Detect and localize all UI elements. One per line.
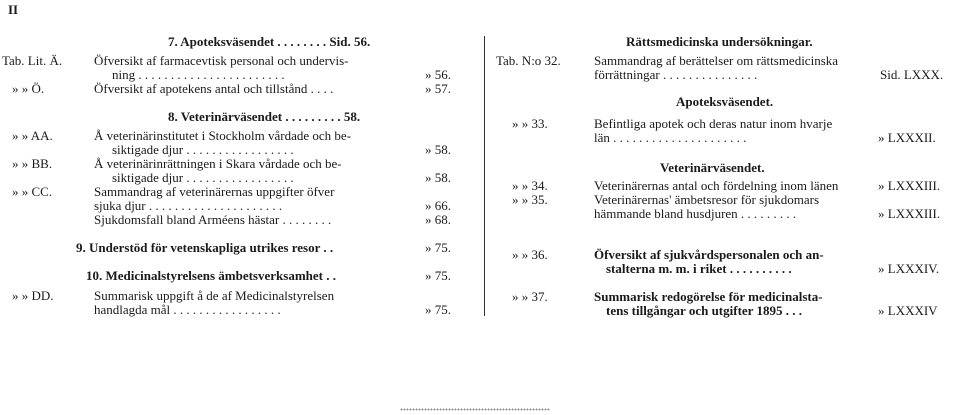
veterinarvasendet-heading: Veterinärväsendet.	[660, 160, 765, 175]
entry-text-cont: siktigade djur . . . . . . . . . . . . . . . . .	[112, 142, 294, 157]
entry-page: » LXXXIII.	[878, 206, 941, 221]
entry-text-cont: förrättningar . . . . . . . . . . . . . . .	[594, 67, 758, 82]
entry-page: » 75.	[425, 302, 451, 317]
ref-32: Tab. N:o 32.	[496, 53, 561, 68]
ref-33: » » 33.	[512, 116, 548, 131]
entry-page: » 58.	[425, 142, 451, 157]
entry-text: Summarisk redogörelse för medicinalsta-	[594, 289, 823, 304]
section-8-heading: 8. Veterinärväsendet . . . . . . . . . 58.	[168, 109, 361, 124]
entry-page: » 58.	[425, 170, 451, 185]
entry-page: » 75.	[425, 240, 451, 255]
entry-page: » LXXXII.	[878, 130, 936, 145]
entry-text-cont: stalterna m. m. i riket . . . . . . . . . .	[606, 261, 792, 276]
entry-text: Veterinärernas' ämbetsresor för sjukdomars	[594, 192, 820, 207]
entry-page: » 68.	[425, 212, 451, 227]
ref-37: » » 37.	[512, 289, 548, 304]
entry-page: » 57.	[425, 81, 451, 96]
entry-text: Å veterinärinrättningen i Skara vårdade och be-	[94, 156, 342, 171]
section-9-heading: 9. Understöd för vetenskapliga utrikes resor . .	[76, 240, 334, 255]
ref-34: » » 34.	[512, 178, 548, 193]
entry-text-cont: sjuka djur . . . . . . . . . . . . . . . . . . . . .	[94, 198, 283, 213]
ref-35: » » 35.	[512, 192, 548, 207]
ref-aa: » » AA.	[12, 128, 53, 143]
entry-text-cont: handlagda mål . . . . . . . . . . . . . . . . .	[94, 302, 281, 317]
entry-text: Sammandrag af veterinärernas uppgifter öfver	[94, 184, 335, 199]
entry-page: » 75.	[425, 268, 451, 283]
entry-text-cont: hämmande bland husdjuren . . . . . . . . .	[594, 206, 797, 221]
entry-page: » LXXXIII.	[878, 178, 941, 193]
entry-page: Sid. LXXX.	[880, 67, 944, 82]
entry-text: Sammandrag af berättelser om rättsmedicinska	[594, 53, 839, 68]
entry-text-cont: län . . . . . . . . . . . . . . . . . . . . .	[594, 130, 747, 145]
entry-text: Befintliga apotek och deras natur inom hvarje	[594, 116, 833, 131]
section-10-heading: 10. Medicinalstyrelsens ämbetsverksamhet . .	[86, 268, 336, 283]
entry-text: Öfversikt af apotekens antal och tillstånd . . . .	[94, 81, 334, 96]
entry-text: Summarisk uppgift å de af Medicinalstyrelsen	[94, 288, 335, 303]
entry-text: Öfversikt af farmacevtisk personal och undervis-	[94, 53, 349, 68]
entry-page: » 66.	[425, 198, 451, 213]
entry-page: » 56.	[425, 67, 451, 82]
entry-text: Veterinärernas antal och fördelning inom länen	[594, 178, 839, 193]
rattsmedicinska-heading: Rättsmedicinska undersökningar.	[626, 34, 813, 49]
page-number: II	[8, 2, 19, 17]
entry-page: » LXXXIV.	[878, 261, 940, 276]
ref-cc: » » CC.	[12, 184, 53, 199]
ref-36: » » 36.	[512, 247, 548, 262]
apoteksvasendet-heading: Apoteksväsendet.	[676, 94, 774, 109]
ref-bb: » » BB.	[12, 156, 53, 171]
bottom-artifact-line	[400, 408, 550, 411]
ref-dd: » » DD.	[12, 288, 54, 303]
section-7-heading: 7. Apoteksväsendet . . . . . . . . Sid. 56.	[168, 34, 371, 49]
ref-oe: » » Ö.	[12, 81, 45, 96]
ref-tab-lit-ae: Tab. Lit. Ä.	[2, 53, 63, 68]
entry-text: Sjukdomsfall bland Arméens hästar . . . . . . . .	[94, 212, 332, 227]
entry-text: Öfversikt af sjukvårdspersonalen och an-	[594, 247, 824, 262]
entry-text-cont: ning . . . . . . . . . . . . . . . . . . . . . . .	[112, 67, 285, 82]
entry-page: » LXXXIV	[878, 303, 938, 318]
entry-text-cont: siktigade djur . . . . . . . . . . . . . . . . .	[112, 170, 294, 185]
entry-text: Å veterinärinstitutet i Stockholm vårdade och be-	[94, 128, 352, 143]
entry-text-cont: tens tillgångar och utgifter 1895 . . .	[606, 303, 802, 318]
column-divider	[484, 36, 485, 316]
